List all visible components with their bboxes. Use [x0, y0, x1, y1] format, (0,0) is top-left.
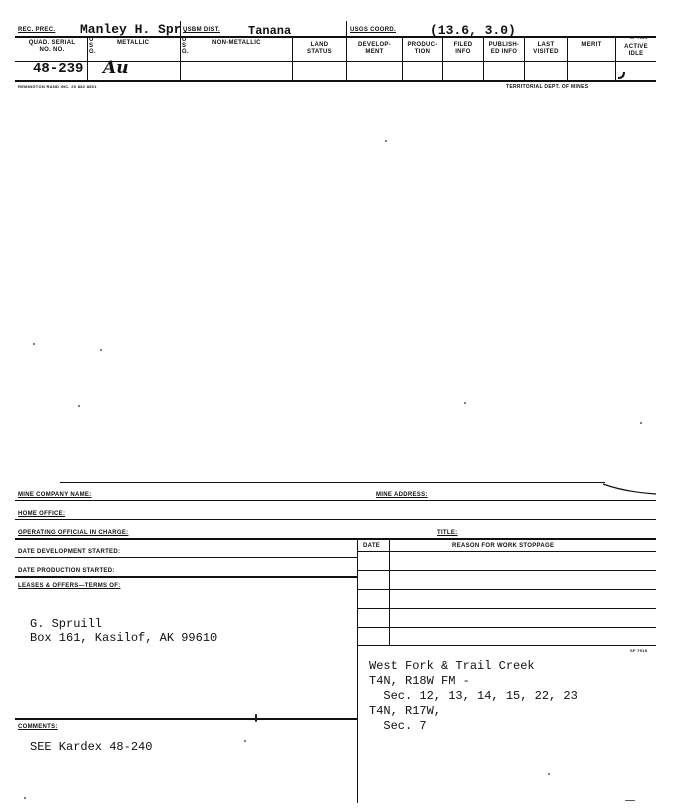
quad-serial-value: 48-239	[33, 61, 84, 77]
rule	[357, 645, 656, 646]
location-line: T4N, R18W FM -	[369, 674, 470, 688]
reason-column-header: REASON FOR WORK STOPPAGE	[452, 543, 555, 549]
rule	[15, 557, 357, 558]
mine-company-name-label: MINE COMPANY NAME:	[18, 492, 92, 498]
rule	[15, 500, 656, 501]
development-header: DEVELOP- MENT	[357, 42, 392, 55]
comments-label: COMMENTS:	[18, 724, 58, 730]
scan-speck	[78, 405, 80, 407]
rule	[15, 80, 656, 82]
usg-letters-metallic: U S G.	[89, 37, 96, 55]
rule	[357, 539, 358, 803]
form-code-bottom: SF 7915	[630, 648, 648, 653]
title-label: TITLE:	[437, 530, 458, 536]
rule	[87, 37, 88, 80]
scan-speck	[385, 140, 387, 142]
usg-letters-nonmetallic: U S G.	[182, 37, 189, 55]
rule	[15, 519, 656, 520]
rule	[357, 589, 656, 590]
rule	[357, 570, 656, 571]
land-status-header: LAND STATUS	[307, 42, 332, 55]
rule	[389, 539, 390, 645]
location-description	[369, 659, 578, 734]
date-development-label: DATE DEVELOPMENT STARTED:	[18, 549, 121, 555]
scan-speck	[548, 773, 550, 775]
filed-info-header: FILED INFO	[453, 42, 473, 55]
usbm-dist-label: USBM DIST.	[183, 27, 221, 33]
usbm-dist-value: Tanana	[248, 24, 292, 38]
usgs-coord-label: USGS COORD.	[350, 27, 396, 33]
comments-value: SEE Kardex 48-240	[30, 740, 153, 754]
location-line: West Fork & Trail Creek	[369, 659, 535, 673]
form-code-top: SF 7914	[630, 35, 648, 40]
home-office-label: HOME OFFICE:	[18, 511, 66, 517]
scan-speck	[625, 800, 635, 801]
rule	[357, 627, 656, 628]
last-visited-header: LAST VISITED	[533, 42, 559, 55]
operating-official-label: OPERATING OFFICIAL IN CHARGE:	[18, 530, 129, 536]
rule	[15, 36, 656, 38]
idle-check-mark	[615, 66, 635, 80]
rule	[15, 718, 357, 720]
location-line: Sec. 12, 13, 14, 15, 22, 23	[369, 689, 578, 703]
mine-address-label: MINE ADDRESS:	[376, 492, 428, 498]
scan-speck	[33, 343, 35, 345]
date-production-label: DATE PRODUCTION STARTED:	[18, 568, 115, 574]
published-info-header: PUBLISH- ED INFO	[488, 42, 520, 55]
metallic-value: Au	[103, 58, 129, 78]
rec-prec-label: REC. PREC.	[18, 27, 56, 33]
rule	[357, 551, 656, 552]
leases-label: LEASES & OFFERS—TERMS OF:	[18, 583, 121, 589]
location-line: T4N, R17W,	[369, 704, 442, 718]
metallic-header: METALLIC	[117, 40, 150, 46]
scan-speck	[244, 740, 246, 742]
scan-speck	[255, 714, 257, 722]
active-idle-header: ACTIVE IDLE	[624, 44, 648, 57]
location-line: Sec. 7	[369, 719, 427, 733]
production-header: PRODUC- TION	[407, 42, 438, 55]
rule	[15, 538, 656, 540]
merit-header: MERIT	[581, 42, 602, 48]
date-column-header: DATE	[363, 543, 381, 549]
scan-speck	[464, 402, 466, 404]
department-name: TERRITORIAL DEPT. OF MINES	[506, 84, 589, 90]
scan-speck	[24, 797, 26, 799]
no-no-header: NO. NO.	[39, 47, 65, 53]
scan-speck	[640, 422, 642, 424]
lessee-name: G. Spruill	[30, 617, 103, 631]
lessee-address: Box 161, Kasilof, AK 99610	[30, 631, 218, 645]
usgs-coord-value: (13.6, 3.0)	[430, 23, 516, 38]
non-metallic-header: NON-METALLIC	[212, 40, 261, 46]
printer-imprint: REMINGTON RAND INC. 20 882 8801	[18, 84, 97, 89]
rule	[15, 576, 357, 578]
rule	[60, 482, 605, 483]
rec-prec-value: Manley H. Spr.	[80, 22, 190, 37]
quad-serial-header: QUAD. SERIAL	[28, 40, 76, 46]
rule	[357, 608, 656, 609]
scan-speck	[100, 349, 102, 351]
torn-edge	[600, 478, 660, 498]
rule	[180, 21, 181, 80]
